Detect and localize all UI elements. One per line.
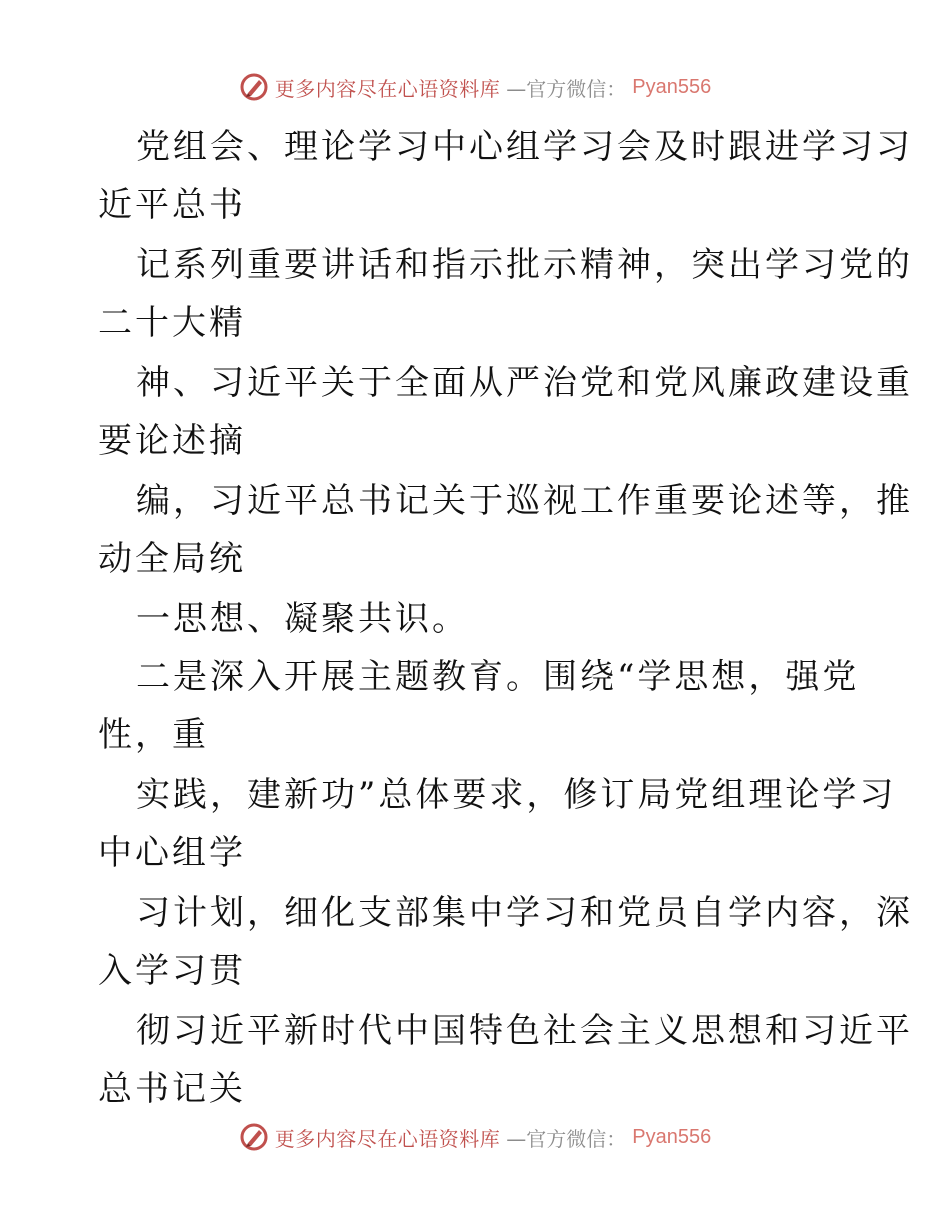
paragraph-6	[98, 648, 858, 764]
watermark-sub-text: —官方微信：	[506, 76, 627, 101]
pen-logo-icon	[239, 1122, 269, 1152]
line-text: 二是深入开展主题教育。围绕“学思想，强党	[136, 657, 860, 697]
paragraph-1	[98, 118, 913, 234]
line-text: 记系列重要讲话和指示批示精神，突出学习党的	[136, 245, 913, 285]
line-text: 要论述摘	[98, 421, 246, 461]
line-text: 近平总书	[98, 185, 246, 225]
watermark-id-text: Pyan556	[632, 1125, 712, 1148]
header-watermark	[0, 72, 950, 102]
line-text: 神、习近平关于全面从严治党和党风廉政建设重	[136, 363, 913, 403]
paragraph-5	[98, 590, 858, 648]
paragraph-4	[98, 472, 913, 588]
footer-watermark	[0, 1122, 950, 1152]
watermark-main-text: 更多内容尽在心语资料库	[274, 76, 501, 101]
paragraph-2	[98, 236, 913, 352]
paragraph-8	[98, 884, 913, 1000]
line-text: 编，习近平总书记关于巡视工作重要论述等，推	[136, 481, 913, 521]
line-text: 入学习贯	[98, 951, 246, 991]
line-text: 动全局统	[98, 539, 246, 579]
paragraph-9	[98, 1002, 913, 1118]
watermark-id-text: Pyan556	[632, 75, 712, 98]
watermark-main-text: 更多内容尽在心语资料库	[274, 1126, 501, 1151]
line-text: 总书记关	[98, 1069, 246, 1109]
line-text: 二十大精	[98, 303, 246, 343]
paragraph-3	[98, 354, 913, 470]
line-text: 一思想、凝聚共识。	[136, 599, 469, 639]
line-text: 彻习近平新时代中国特色社会主义思想和习近平	[136, 1011, 913, 1051]
paragraph-7	[98, 766, 897, 882]
line-text: 性，重	[98, 715, 209, 755]
watermark-sub-text: —官方微信：	[506, 1126, 627, 1151]
pen-logo-icon	[239, 72, 269, 102]
line-text: 实践，建新功”总体要求，修订局党组理论学习	[136, 775, 897, 815]
line-text: 习计划，细化支部集中学习和党员自学内容，深	[136, 893, 913, 933]
line-text: 中心组学	[98, 833, 246, 873]
line-text: 党组会、理论学习中心组学习会及时跟进学习习	[136, 127, 913, 167]
